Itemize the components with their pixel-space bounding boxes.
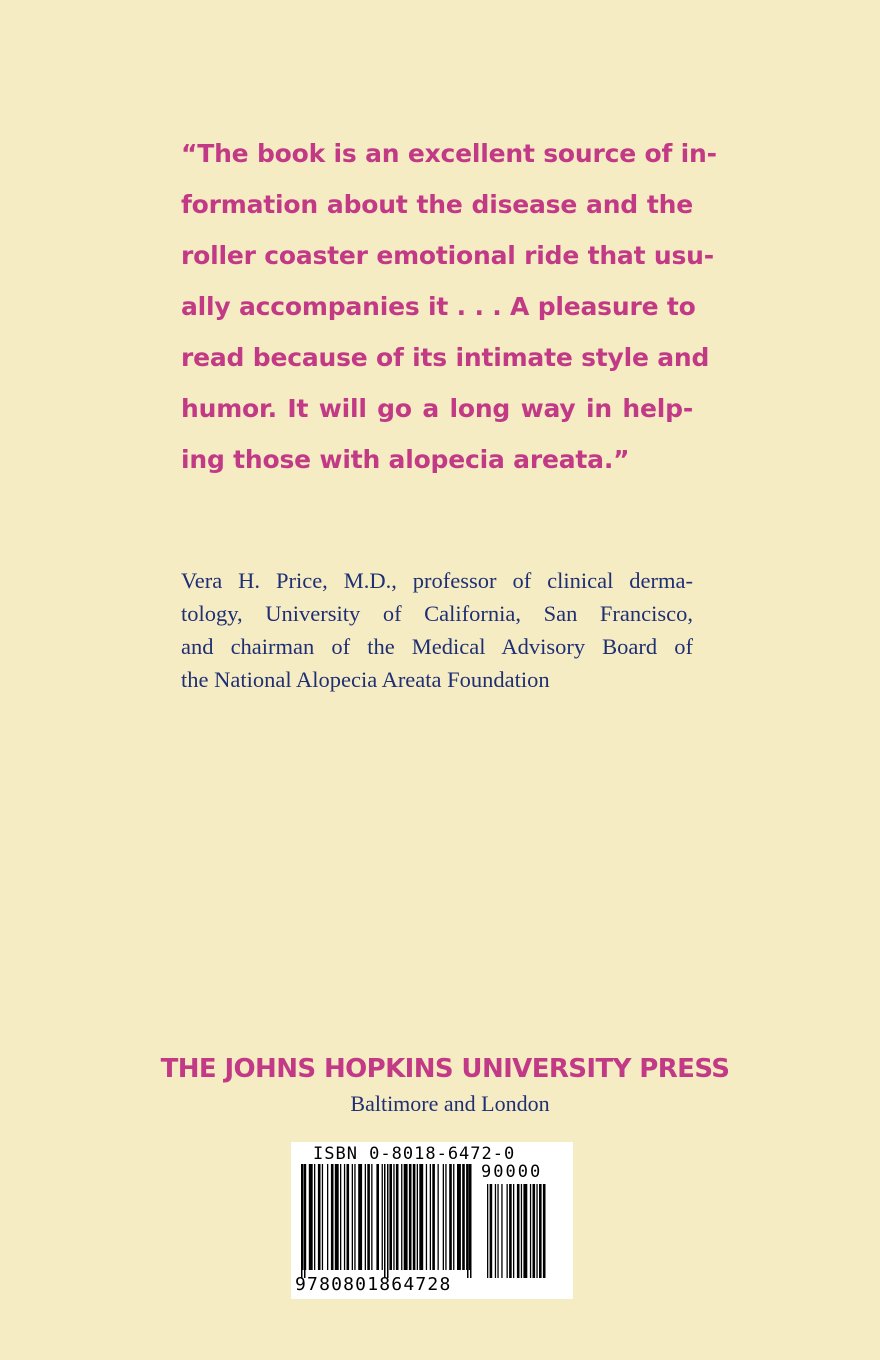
price-addon-number: 90000	[481, 1162, 543, 1182]
quote-line: formation about the disease and the	[181, 190, 693, 219]
review-quote	[181, 128, 717, 485]
quote-line: “The book is an excellent source of in-	[181, 139, 717, 168]
attribution-line: tology, University of California, San Francisco,	[181, 601, 693, 626]
quote-line: read because of its intimate style and	[181, 343, 710, 372]
quote-attribution	[181, 564, 693, 696]
isbn-number: ISBN 0-8018-6472-0	[313, 1144, 516, 1164]
barcode-label	[291, 1142, 573, 1299]
publisher-name: THE JOHNS HOPKINS UNIVERSITY PRESS	[160, 1054, 730, 1084]
attribution-line: Vera H. Price, M.D., professor of clinical derma-	[181, 568, 693, 593]
ean-number: 9780801864728	[295, 1274, 452, 1295]
quote-line: humor. It will go a long way in help-	[181, 394, 693, 423]
attribution-line: and chairman of the Medical Advisory Board of	[181, 634, 693, 659]
quote-line: ing those with alopecia areata.”	[181, 445, 630, 474]
publisher-location: Baltimore and London	[350, 1091, 550, 1116]
publisher-block	[0, 1049, 880, 1119]
quote-line: ally accompanies it . . . A pleasure to	[181, 292, 696, 321]
quote-line: roller coaster emotional ride that usu-	[181, 241, 714, 270]
attribution-line: the National Alopecia Areata Foundation	[181, 667, 550, 692]
